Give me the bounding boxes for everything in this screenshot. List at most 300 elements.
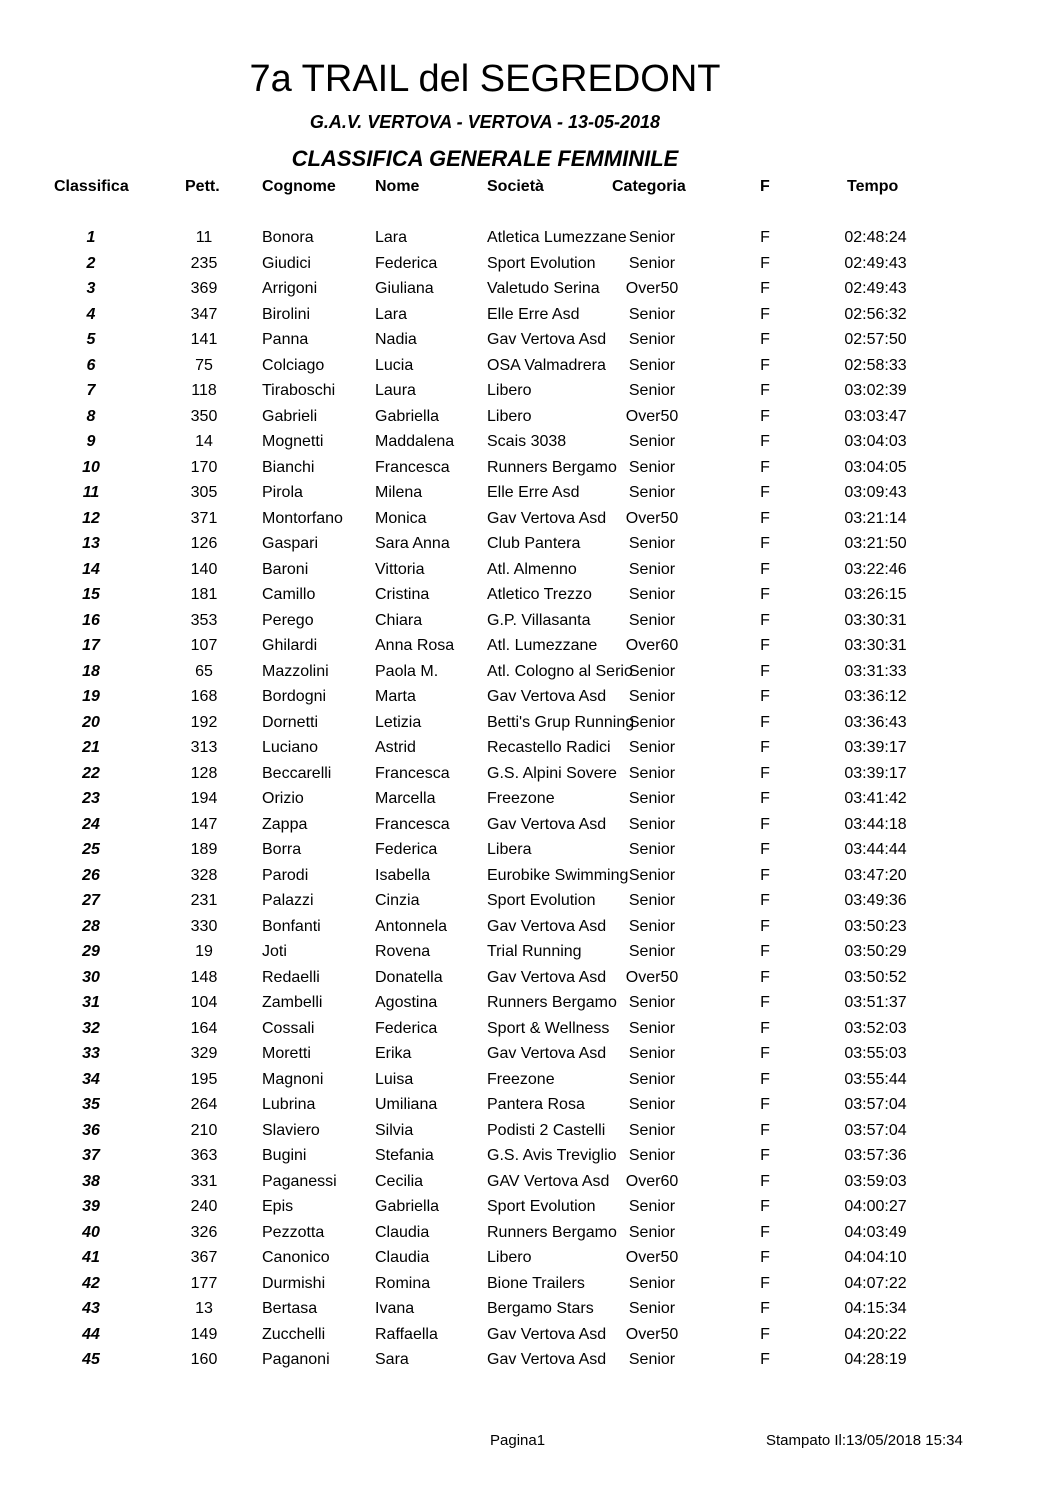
- ranking-heading: CLASSIFICA GENERALE FEMMINILE: [291, 146, 679, 171]
- category-cell: Senior: [628, 1045, 676, 1062]
- rank-cell: 15: [82, 586, 100, 603]
- surname-cell: Dornetti: [262, 713, 319, 731]
- sex-cell: F: [760, 458, 770, 476]
- bib-cell: 126: [190, 535, 218, 552]
- table-row: [0, 381, 1058, 407]
- category-cell: Senior: [628, 229, 676, 246]
- rank-cell: 40: [82, 1223, 100, 1241]
- name-cell: Claudia: [375, 1249, 430, 1266]
- time-cell: 04:04:10: [844, 1249, 907, 1266]
- time-cell: 03:03:47: [844, 407, 907, 425]
- rank-cell: 22: [82, 764, 100, 782]
- category-cell: Senior: [628, 433, 676, 450]
- name-cell: Federica: [375, 1019, 438, 1037]
- time-cell: 02:48:24: [844, 229, 907, 246]
- sex-cell: F: [760, 254, 770, 272]
- rank-cell: 4: [86, 305, 96, 323]
- club-cell: Atletica Lumezzane: [487, 229, 627, 246]
- rank-cell: 6: [86, 356, 96, 374]
- sex-cell: F: [760, 535, 770, 552]
- bib-cell: 264: [190, 1096, 218, 1113]
- surname-cell: Slaviero: [262, 1121, 320, 1139]
- table-row: [0, 738, 1058, 764]
- name-cell: Lucia: [375, 356, 414, 374]
- surname-cell: Luciano: [262, 739, 319, 756]
- sex-cell: F: [760, 790, 770, 807]
- rank-cell: 19: [82, 688, 100, 705]
- header-category: Categoria: [612, 178, 686, 195]
- time-cell: 04:07:22: [844, 1274, 907, 1292]
- rank-cell: 1: [86, 229, 96, 246]
- category-cell: Senior: [628, 611, 676, 629]
- table-row: [0, 560, 1058, 586]
- table-row: [0, 356, 1058, 382]
- surname-cell: Moretti: [262, 1045, 311, 1062]
- table-row: [0, 279, 1058, 305]
- rank-cell: 37: [82, 1147, 100, 1164]
- category-cell: Over50: [625, 1325, 679, 1343]
- bib-cell: 192: [190, 713, 218, 731]
- bib-cell: 19: [195, 943, 213, 960]
- name-cell: Francesca: [375, 458, 450, 476]
- time-cell: 03:57:04: [844, 1121, 907, 1139]
- surname-cell: Gabrieli: [262, 407, 318, 425]
- category-cell: Senior: [628, 739, 676, 756]
- table-row: [0, 330, 1058, 356]
- rank-cell: 41: [82, 1249, 100, 1266]
- sex-cell: F: [760, 509, 770, 527]
- category-cell: Senior: [628, 356, 676, 374]
- table-row: [0, 1248, 1058, 1274]
- category-cell: Senior: [628, 1096, 676, 1113]
- club-cell: Gav Vertova Asd: [487, 509, 607, 527]
- bib-cell: 313: [190, 739, 218, 756]
- sex-cell: F: [760, 407, 770, 425]
- category-cell: Senior: [628, 713, 676, 731]
- club-cell: Gav Vertova Asd: [487, 331, 607, 348]
- header-rank: Classifica: [54, 178, 129, 195]
- surname-cell: Ghilardi: [262, 637, 318, 654]
- table-row: [0, 1325, 1058, 1351]
- sex-cell: F: [760, 841, 770, 858]
- name-cell: Giuliana: [375, 280, 434, 297]
- bib-cell: 363: [190, 1147, 218, 1164]
- time-cell: 03:30:31: [844, 611, 907, 629]
- rank-cell: 9: [86, 433, 96, 450]
- time-cell: 03:50:23: [844, 917, 907, 935]
- table-row: [0, 713, 1058, 739]
- surname-cell: Paganessi: [262, 1172, 337, 1190]
- category-cell: Over50: [625, 509, 679, 527]
- surname-cell: Colciago: [262, 356, 325, 374]
- time-cell: 03:57:36: [844, 1147, 907, 1164]
- category-cell: Senior: [628, 943, 676, 960]
- club-cell: Freezone: [487, 790, 555, 807]
- table-row: [0, 1299, 1058, 1325]
- time-cell: 03:50:52: [844, 968, 907, 986]
- sex-cell: F: [760, 917, 770, 935]
- category-cell: Senior: [628, 254, 676, 272]
- table-row: [0, 993, 1058, 1019]
- time-cell: 03:39:17: [844, 739, 907, 756]
- category-cell: Senior: [628, 1070, 676, 1088]
- category-cell: Senior: [628, 382, 676, 399]
- surname-cell: Beccarelli: [262, 764, 332, 782]
- rank-cell: 28: [82, 917, 100, 935]
- club-cell: Runners Bergamo: [487, 994, 617, 1011]
- surname-cell: Birolini: [262, 305, 311, 323]
- surname-cell: Pirola: [262, 484, 303, 501]
- name-cell: Sara Anna: [375, 535, 450, 552]
- header-time: Tempo: [847, 178, 899, 195]
- club-cell: Trial Running: [487, 943, 582, 960]
- time-cell: 04:20:22: [844, 1325, 907, 1343]
- name-cell: Antonnela: [375, 917, 448, 935]
- category-cell: Senior: [628, 764, 676, 782]
- sex-cell: F: [760, 1070, 770, 1088]
- rank-cell: 23: [82, 790, 100, 807]
- table-row: [0, 1197, 1058, 1223]
- name-cell: Gabriella: [375, 407, 440, 425]
- surname-cell: Mazzolini: [262, 662, 329, 680]
- sex-cell: F: [760, 1172, 770, 1190]
- name-cell: Letizia: [375, 713, 422, 731]
- surname-cell: Zucchelli: [262, 1325, 326, 1343]
- table-row: [0, 764, 1058, 790]
- table-row: [0, 483, 1058, 509]
- sex-cell: F: [760, 305, 770, 323]
- surname-cell: Bonfanti: [262, 917, 321, 935]
- category-cell: Senior: [628, 790, 676, 807]
- surname-cell: Pezzotta: [262, 1223, 325, 1241]
- name-cell: Umiliana: [375, 1096, 438, 1113]
- club-cell: Bergamo Stars: [487, 1300, 594, 1317]
- name-cell: Lara: [375, 305, 408, 323]
- rank-cell: 43: [82, 1300, 100, 1317]
- name-cell: Luisa: [375, 1070, 414, 1088]
- time-cell: 02:56:32: [844, 305, 907, 323]
- sex-cell: F: [760, 662, 770, 680]
- time-cell: 03:09:43: [844, 484, 907, 501]
- club-cell: Gav Vertova Asd: [487, 1325, 607, 1343]
- club-cell: Libero: [487, 1249, 532, 1266]
- table-row: [0, 458, 1058, 484]
- rank-cell: 20: [82, 713, 100, 731]
- name-cell: Marta: [375, 688, 416, 705]
- club-cell: Libero: [487, 382, 532, 399]
- rank-cell: 10: [82, 458, 100, 476]
- sex-cell: F: [760, 1198, 770, 1215]
- surname-cell: Bertasa: [262, 1300, 318, 1317]
- category-cell: Senior: [628, 484, 676, 501]
- time-cell: 03:36:43: [844, 713, 907, 731]
- club-cell: Bione Trailers: [487, 1274, 585, 1292]
- bib-cell: 328: [190, 866, 218, 884]
- name-cell: Anna Rosa: [375, 637, 455, 654]
- club-cell: Elle Erre Asd: [487, 305, 580, 323]
- name-cell: Gabriella: [375, 1198, 440, 1215]
- club-cell: Libero: [487, 407, 532, 425]
- rank-cell: 13: [82, 535, 100, 552]
- time-cell: 03:39:17: [844, 764, 907, 782]
- category-cell: Senior: [628, 458, 676, 476]
- rank-cell: 14: [82, 560, 100, 578]
- sex-cell: F: [760, 433, 770, 450]
- surname-cell: Epis: [262, 1198, 294, 1215]
- club-cell: Sport Evolution: [487, 1198, 596, 1215]
- category-cell: Senior: [628, 1223, 676, 1241]
- sex-cell: F: [760, 229, 770, 246]
- header-bib: Pett.: [185, 178, 220, 195]
- club-cell: Valetudo Serina: [487, 280, 600, 297]
- rank-cell: 7: [86, 382, 96, 399]
- category-cell: Senior: [628, 815, 676, 833]
- bib-cell: 149: [190, 1325, 218, 1343]
- rank-cell: 45: [82, 1351, 100, 1368]
- name-cell: Federica: [375, 841, 438, 858]
- surname-cell: Orizio: [262, 790, 304, 807]
- bib-cell: 104: [190, 994, 218, 1011]
- table-row: [0, 254, 1058, 280]
- surname-cell: Camillo: [262, 586, 316, 603]
- name-cell: Donatella: [375, 968, 443, 986]
- name-cell: Chiara: [375, 611, 423, 629]
- time-cell: 03:49:36: [844, 892, 907, 909]
- club-cell: Runners Bergamo: [487, 1223, 617, 1241]
- table-row: [0, 891, 1058, 917]
- bib-cell: 107: [190, 637, 218, 654]
- category-cell: Senior: [628, 688, 676, 705]
- name-cell: Rovena: [375, 943, 431, 960]
- rank-cell: 18: [82, 662, 100, 680]
- name-cell: Francesca: [375, 764, 450, 782]
- rank-cell: 38: [82, 1172, 100, 1190]
- table-row: [0, 611, 1058, 637]
- club-cell: Scais 3038: [487, 433, 567, 450]
- bib-cell: 118: [191, 382, 217, 399]
- name-cell: Cristina: [375, 586, 430, 603]
- category-cell: Senior: [628, 586, 676, 603]
- rank-cell: 16: [82, 611, 100, 629]
- name-cell: Sara: [375, 1351, 409, 1368]
- bib-cell: 210: [190, 1121, 218, 1139]
- rank-cell: 21: [82, 739, 100, 756]
- club-cell: Club Pantera: [487, 535, 581, 552]
- time-cell: 02:57:50: [844, 331, 907, 348]
- table-row: [0, 1146, 1058, 1172]
- name-cell: Laura: [375, 382, 416, 399]
- bib-cell: 164: [190, 1019, 218, 1037]
- club-cell: GAV Vertova Asd: [487, 1172, 610, 1190]
- club-cell: Gav Vertova Asd: [487, 815, 607, 833]
- bib-cell: 194: [190, 790, 218, 807]
- table-row: [0, 509, 1058, 535]
- category-cell: Senior: [628, 994, 676, 1011]
- rank-cell: 3: [86, 280, 96, 297]
- time-cell: 04:03:49: [844, 1223, 907, 1241]
- header-surname: Cognome: [262, 178, 336, 195]
- club-cell: Gav Vertova Asd: [487, 1351, 607, 1368]
- name-cell: Isabella: [375, 866, 431, 884]
- sex-cell: F: [760, 586, 770, 603]
- event-subtitle: G.A.V. VERTOVA - VERTOVA - 13-05-2018: [309, 112, 661, 132]
- club-cell: Sport Evolution: [487, 254, 596, 272]
- bib-cell: 160: [190, 1351, 218, 1368]
- category-cell: Senior: [628, 1121, 676, 1139]
- rank-cell: 8: [86, 407, 96, 425]
- time-cell: 04:28:19: [844, 1351, 907, 1368]
- name-cell: Monica: [375, 509, 427, 527]
- bib-cell: 141: [190, 331, 218, 348]
- time-cell: 03:55:44: [844, 1070, 907, 1088]
- table-row: [0, 407, 1058, 433]
- table-row: [0, 534, 1058, 560]
- surname-cell: Parodi: [262, 866, 309, 884]
- bib-cell: 329: [190, 1045, 218, 1062]
- sex-cell: F: [760, 713, 770, 731]
- surname-cell: Arrigoni: [262, 280, 318, 297]
- time-cell: 03:21:14: [844, 509, 907, 527]
- time-cell: 03:41:42: [844, 790, 907, 807]
- time-cell: 03:21:50: [844, 535, 907, 552]
- time-cell: 03:59:03: [844, 1172, 907, 1190]
- name-cell: Maddalena: [375, 433, 455, 450]
- time-cell: 03:44:44: [844, 841, 907, 858]
- surname-cell: Lubrina: [262, 1096, 316, 1113]
- print-timestamp: Stampato Il:13/05/2018 15:34: [766, 1432, 963, 1449]
- time-cell: 03:44:18: [844, 815, 907, 833]
- page-number: Pagina1: [490, 1432, 546, 1449]
- table-row: [0, 840, 1058, 866]
- club-cell: Atl. Lumezzane: [487, 637, 598, 654]
- surname-cell: Durmishi: [262, 1274, 326, 1292]
- name-cell: Federica: [375, 254, 438, 272]
- surname-cell: Redaelli: [262, 968, 320, 986]
- category-cell: Over50: [625, 968, 679, 986]
- bib-cell: 11: [195, 229, 213, 246]
- category-cell: Senior: [628, 917, 676, 935]
- category-cell: Senior: [628, 1198, 676, 1215]
- bib-cell: 195: [190, 1070, 218, 1088]
- table-row: [0, 1274, 1058, 1300]
- bib-cell: 347: [190, 305, 218, 323]
- club-cell: Gav Vertova Asd: [487, 968, 607, 986]
- sex-cell: F: [760, 1249, 770, 1266]
- sex-cell: F: [760, 943, 770, 960]
- time-cell: 02:49:43: [844, 254, 907, 272]
- name-cell: Nadia: [375, 331, 417, 348]
- club-cell: Podisti 2 Castelli: [487, 1121, 606, 1139]
- time-cell: 03:31:33: [844, 662, 907, 680]
- name-cell: Cinzia: [375, 892, 420, 909]
- sex-cell: F: [760, 356, 770, 374]
- bib-cell: 177: [190, 1274, 218, 1292]
- sex-cell: F: [760, 866, 770, 884]
- surname-cell: Baroni: [262, 560, 309, 578]
- surname-cell: Bugini: [262, 1147, 307, 1164]
- bib-cell: 305: [190, 484, 218, 501]
- bib-cell: 330: [190, 917, 218, 935]
- surname-cell: Montorfano: [262, 509, 343, 527]
- category-cell: Senior: [628, 1274, 676, 1292]
- results-table: [0, 228, 1058, 1376]
- club-cell: Recastello Radici: [487, 739, 611, 756]
- surname-cell: Joti: [262, 943, 287, 960]
- table-row: [0, 789, 1058, 815]
- name-cell: Claudia: [375, 1223, 430, 1241]
- sex-cell: F: [760, 688, 770, 705]
- table-row: [0, 1019, 1058, 1045]
- category-cell: Over50: [625, 1249, 679, 1266]
- rank-cell: 39: [82, 1198, 100, 1215]
- table-row: [0, 942, 1058, 968]
- rank-cell: 36: [82, 1121, 100, 1139]
- bib-cell: 326: [190, 1223, 218, 1241]
- sex-cell: F: [760, 1300, 770, 1317]
- surname-cell: Perego: [262, 611, 314, 629]
- sex-cell: F: [760, 1274, 770, 1292]
- sex-cell: F: [760, 1325, 770, 1343]
- club-cell: G.S. Avis Treviglio: [487, 1147, 617, 1164]
- surname-cell: Bianchi: [262, 458, 315, 476]
- table-row: [0, 1070, 1058, 1096]
- table-row: [0, 687, 1058, 713]
- name-cell: Cecilia: [375, 1172, 424, 1190]
- club-cell: OSA Valmadrera: [487, 356, 606, 374]
- time-cell: 03:55:03: [844, 1045, 907, 1062]
- table-row: [0, 1350, 1058, 1376]
- surname-cell: Cossali: [262, 1019, 315, 1037]
- club-cell: Pantera Rosa: [487, 1096, 585, 1113]
- document-title: 7a TRAIL del SEGREDONT: [249, 58, 721, 100]
- table-row: [0, 585, 1058, 611]
- surname-cell: Magnoni: [262, 1070, 324, 1088]
- bib-cell: 369: [190, 280, 218, 297]
- category-cell: Senior: [628, 662, 676, 680]
- club-cell: G.P. Villasanta: [487, 611, 591, 629]
- rank-cell: 35: [82, 1096, 100, 1113]
- club-cell: Freezone: [487, 1070, 555, 1088]
- category-cell: Senior: [628, 535, 676, 552]
- category-cell: Senior: [628, 331, 676, 348]
- rank-cell: 29: [82, 943, 100, 960]
- rank-cell: 44: [82, 1325, 100, 1343]
- category-cell: Over60: [625, 637, 679, 654]
- club-cell: Gav Vertova Asd: [487, 688, 607, 705]
- bib-cell: 75: [195, 356, 213, 374]
- rank-cell: 31: [82, 994, 100, 1011]
- time-cell: 02:58:33: [844, 356, 907, 374]
- club-cell: Atl. Cologno al Serio: [487, 662, 633, 680]
- rank-cell: 24: [82, 815, 100, 833]
- surname-cell: Mognetti: [262, 433, 324, 450]
- bib-cell: 235: [190, 254, 218, 272]
- club-cell: Runners Bergamo: [487, 458, 617, 476]
- time-cell: 02:49:43: [844, 280, 907, 297]
- club-cell: Atl. Almenno: [487, 560, 577, 578]
- table-row: [0, 305, 1058, 331]
- category-cell: Senior: [628, 1300, 676, 1317]
- bib-cell: 168: [190, 688, 218, 705]
- name-cell: Raffaella: [375, 1325, 438, 1343]
- rank-cell: 5: [86, 331, 96, 348]
- table-row: [0, 636, 1058, 662]
- category-cell: Over50: [625, 280, 679, 297]
- table-row: [0, 917, 1058, 943]
- table-row: [0, 1223, 1058, 1249]
- club-cell: Libera: [487, 841, 532, 858]
- sex-cell: F: [760, 1096, 770, 1113]
